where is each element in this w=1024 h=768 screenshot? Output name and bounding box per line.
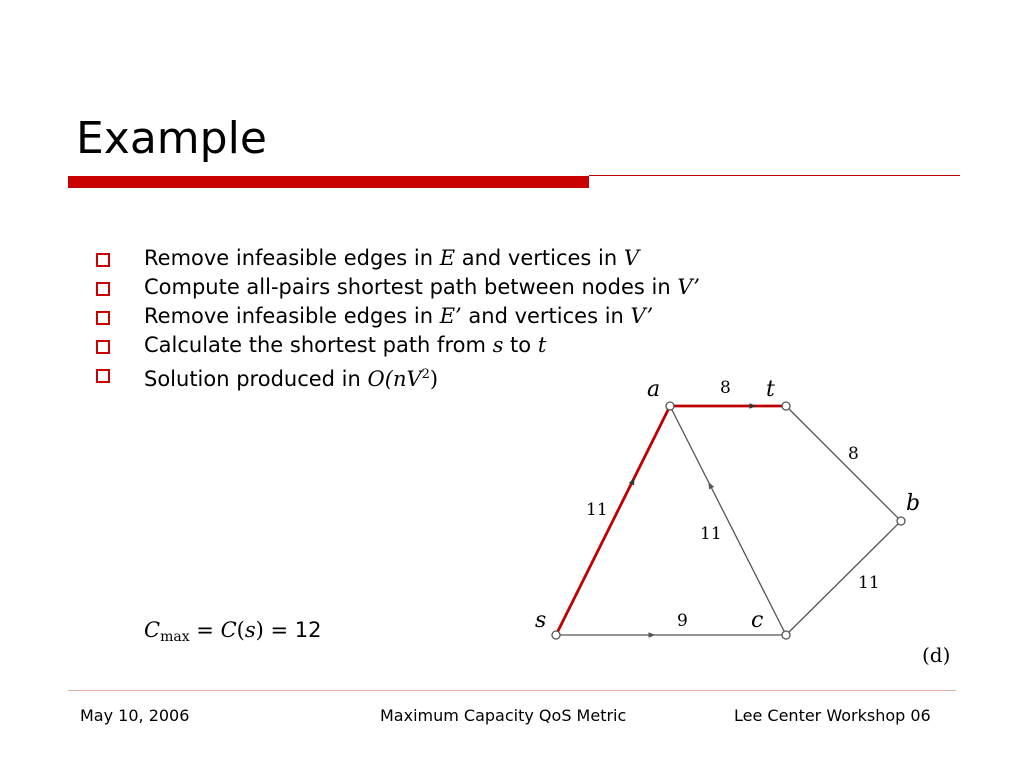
weight-a-t: 8 (720, 378, 731, 398)
node-b (897, 517, 905, 525)
node-label-a: a (647, 377, 661, 402)
weight-t-b: 8 (848, 444, 859, 464)
weight-s-a: 11 (586, 500, 608, 520)
node-s (552, 631, 560, 639)
footer-event: Lee Center Workshop 06 (734, 706, 931, 725)
edge-s-a-highlight (556, 406, 670, 635)
edge-c-b (786, 521, 901, 635)
weight-s-c: 9 (677, 611, 688, 631)
bullet-item: Remove infeasible edges in E’ and vertices in V’ (96, 302, 700, 331)
bullet-item: Solution produced in $O(nV^2)$ (96, 360, 700, 389)
panel-label: (d) (922, 643, 951, 667)
node-label-s: s (535, 608, 547, 633)
weight-c-b: 11 (858, 573, 880, 593)
footer-title: Maximum Capacity QoS Metric (380, 706, 627, 725)
complexity-formula: $O(nV^2)$ (367, 367, 439, 391)
slide-title: Example (76, 113, 267, 164)
node-label-b: b (906, 491, 921, 516)
weight-c-a: 11 (700, 524, 722, 544)
node-t (782, 402, 790, 410)
node-a (666, 402, 674, 410)
node-label-c: c (751, 608, 764, 633)
bullet-item: Compute all-pairs shortest path between nodes in V’ (96, 273, 700, 302)
node-label-t: t (766, 377, 775, 402)
edge-t-b (786, 406, 901, 521)
footer-divider (68, 690, 956, 691)
bullet-item: Calculate the shortest path from s to t (96, 331, 700, 360)
edge-c-a (670, 406, 786, 635)
footer-date: May 10, 2006 (80, 706, 190, 725)
node-c (782, 631, 790, 639)
cmax-formula: $C_{max} = C(s) = 12$ (144, 618, 322, 645)
bullet-item: Remove infeasible edges in E and vertices in V (96, 244, 700, 273)
